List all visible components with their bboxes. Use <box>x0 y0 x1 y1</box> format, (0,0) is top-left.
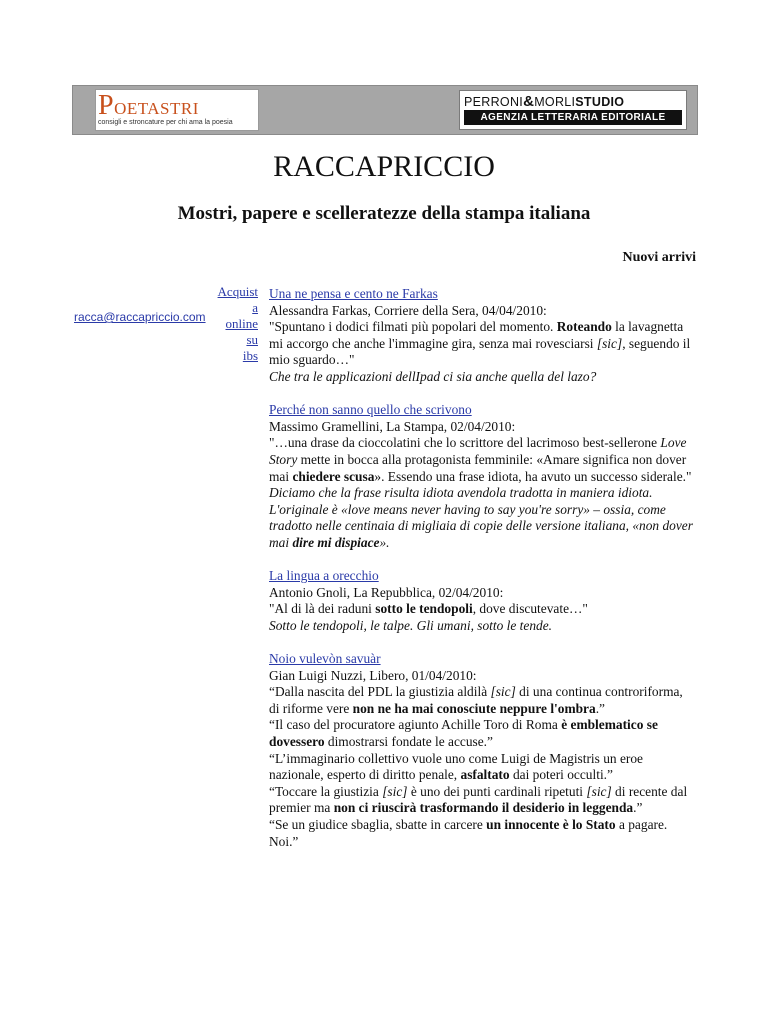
entry <box>269 402 696 551</box>
poetastri-brand: POETASTRI <box>98 90 199 121</box>
header-banner <box>72 85 698 135</box>
perroni-morli-logo[interactable] <box>459 90 687 130</box>
entry <box>269 651 696 850</box>
entry <box>269 286 696 386</box>
buy-online-link[interactable] <box>206 284 258 364</box>
buy-link-line[interactable]: ibs <box>242 348 258 363</box>
entry-quote: “Dalla nascita del PDL la giustizia aldilà [sic] di una continua controriforma, di riforme vere non ne ha mai conosciute neppure l'ombra.” “Il caso del procuratore agiunto Achille Toro di Roma è emblematico se dovessero dimostrarsi fondate le accuse.” “L’immaginario collettivo vuole uno come Luigi de Magistris un eroe nazionale, esperto di diritto penale, asfaltato dai poteri occulti.” “Toccare la giustizia [sic] è uno dei punti cardinali ripetuti [sic] di recente dal premier ma non ci riuscirà trasformando il desiderio in leggenda.” “Se un giudice sbaglia, sbatte in carcere un innocente è lo Stato a pagare. Noi.” <box>269 684 688 849</box>
poetastri-tagline: consigli e stroncature per chi ama la poesia <box>98 119 233 126</box>
buy-link-line[interactable]: Acquist <box>217 284 258 299</box>
entry-title-link[interactable]: Una ne pensa e cento ne Farkas <box>269 286 438 301</box>
entry-source: Antonio Gnoli, La Repubblica, 02/04/2010: <box>269 584 504 600</box>
entries-list <box>269 286 696 867</box>
buy-link-line[interactable]: a <box>252 300 258 315</box>
entry-comment: Sotto le tendopoli, le talpe. Gli umani, sotto le tende. <box>269 617 553 633</box>
entry-source: Massimo Gramellini, La Stampa, 02/04/2010: <box>269 418 516 434</box>
entry-title-link[interactable]: Perché non sanno quello che scrivono <box>269 402 472 418</box>
buy-link-line[interactable]: online <box>225 316 258 331</box>
entry-source: Gian Luigi Nuzzi, Libero, 01/04/2010: <box>269 667 477 683</box>
poetastri-logo[interactable] <box>95 89 259 131</box>
page-title: RACCAPRICCIO <box>273 150 495 183</box>
entry-quote: "…una drase da cioccolatini che lo scrittore del lacrimoso best-sellerone Love Story mette in bocca alla protagonista femminile: «Amare significa non dover mai chiedere scusa». Essendo una frase idiota, ha avuto un successo siderale." <box>269 435 692 484</box>
perroni-morli-subline: AGENZIA LETTERARIA EDITORIALE <box>464 110 682 125</box>
entry-comment: Diciamo che la frase risulta idiota avendola tradotta in maniera idiota. L'originale è «love means never having to say you're sorry» – ossia, come tradotto nelle centinaia di migliaia di copie delle versione italiana, «non dover mai dire mi dispiace». <box>269 485 693 550</box>
new-arrivals-heading: Nuovi arrivi <box>622 250 696 265</box>
page-subtitle: Mostri, papere e scelleratezze della stampa italiana <box>177 203 591 224</box>
entry-source: Alessandra Farkas, Corriere della Sera, 04/04/2010: <box>269 302 547 318</box>
buy-link-line[interactable]: su <box>246 332 258 347</box>
entry-title-link[interactable]: La lingua a orecchio <box>269 568 379 584</box>
entry-title-link[interactable]: Noio vulevòn savuàr <box>269 651 381 667</box>
perroni-morli-name: PERRONI&MORLISTUDIO <box>464 93 625 110</box>
entry-comment: Che tra le applicazioni dellIpad ci sia anche quella del lazo? <box>269 368 597 384</box>
entry-quote: "Spuntano i dodici filmati più popolari del momento. Roteando la lavagnetta mi accorgo che anche l'immagine gira, senza mai rovesciarsi [sic], seguendo il mio sguardo…" <box>269 319 691 368</box>
entry-quote: "Al di là dei raduni sotto le tendopoli, dove discutevate…" <box>269 601 588 617</box>
entry <box>269 568 696 634</box>
email-link[interactable]: racca@raccapriccio.com <box>74 310 206 324</box>
